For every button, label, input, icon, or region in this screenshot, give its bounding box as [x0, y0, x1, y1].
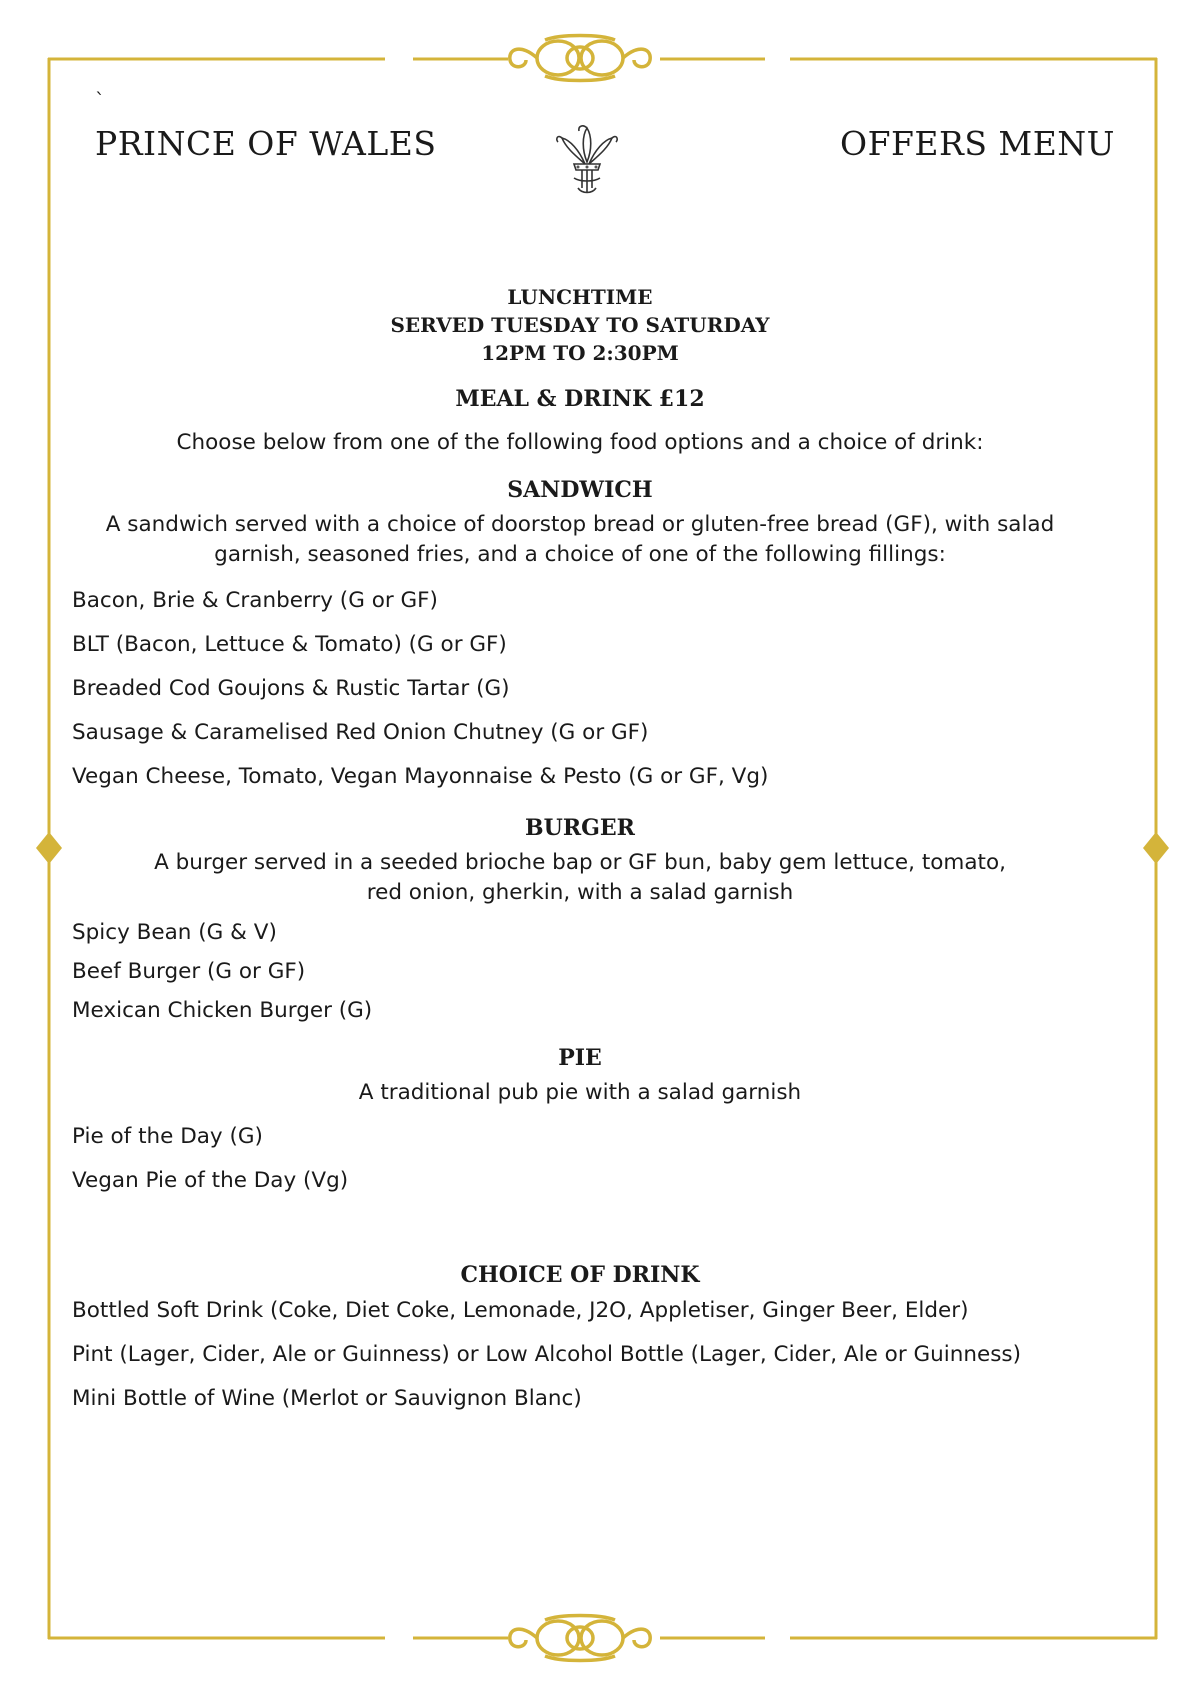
sandwich-description [0, 510, 1160, 570]
prince-of-wales-feathers-icon [552, 122, 622, 202]
list-item: Sausage & Caramelised Red Onion Chutney (G or GF) [72, 720, 649, 745]
burger-heading: BURGER [525, 815, 635, 841]
list-item: Pint (Lager, Cider, Ale or Guinness) or Low Alcohol Bottle (Lager, Cider, Ale or Guinness) [72, 1342, 1022, 1367]
sandwich-desc-line: garnish, seasoned fries, and a choice of one of the following fillings: [214, 542, 946, 567]
sandwich-desc-line: A sandwich served with a choice of doorstop bread or gluten-free bread (GF), with salad [105, 512, 1055, 537]
bottom-scroll-ornament [510, 1616, 650, 1661]
lunch-days: SERVED TUESDAY TO SATURDAY [390, 313, 770, 337]
top-scroll-ornament [510, 36, 650, 81]
burger-desc-line: red onion, gherkin, with a salad garnish [366, 880, 794, 905]
list-item: Spicy Bean (G & V) [72, 920, 277, 945]
lunch-title: LUNCHTIME [507, 285, 653, 309]
burger-description [0, 848, 1160, 908]
list-item: Bacon, Brie & Cranberry (G or GF) [72, 588, 438, 613]
list-item: Pie of the Day (G) [72, 1124, 263, 1149]
list-item: Vegan Cheese, Tomato, Vegan Mayonnaise & Pesto (G or GF, Vg) [72, 764, 769, 789]
pie-description: A traditional pub pie with a salad garnish [358, 1080, 802, 1105]
menu-title: OFFERS MENU [840, 124, 1115, 163]
drinks-heading: CHOICE OF DRINK [460, 1262, 700, 1288]
burger-desc-line: A burger served in a seeded brioche bap or GF bun, baby gem lettuce, tomato, [154, 850, 1006, 875]
lunch-times [0, 283, 1160, 367]
sandwich-heading: SANDWICH [507, 477, 653, 503]
list-item: Breaded Cod Goujons & Rustic Tartar (G) [72, 676, 510, 701]
meal-offer-title: MEAL & DRINK £12 [455, 386, 705, 412]
list-item: Mexican Chicken Burger (G) [72, 998, 373, 1023]
list-item: Vegan Pie of the Day (Vg) [72, 1168, 349, 1193]
pub-name: PRINCE OF WALES [95, 124, 437, 163]
list-item: Mini Bottle of Wine (Merlot or Sauvignon Blanc) [72, 1386, 582, 1411]
pie-heading: PIE [558, 1045, 602, 1071]
lunch-hours: 12PM TO 2:30PM [481, 341, 679, 365]
stray-mark: ` [95, 88, 105, 112]
list-item: Bottled Soft Drink (Coke, Diet Coke, Lemonade, J2O, Appletiser, Ginger Beer, Elder) [72, 1298, 969, 1323]
list-item: BLT (Bacon, Lettuce & Tomato) (G or GF) [72, 632, 507, 657]
list-item: Beef Burger (G or GF) [72, 959, 306, 984]
intro-text: Choose below from one of the following food options and a choice of drink: [176, 430, 984, 455]
